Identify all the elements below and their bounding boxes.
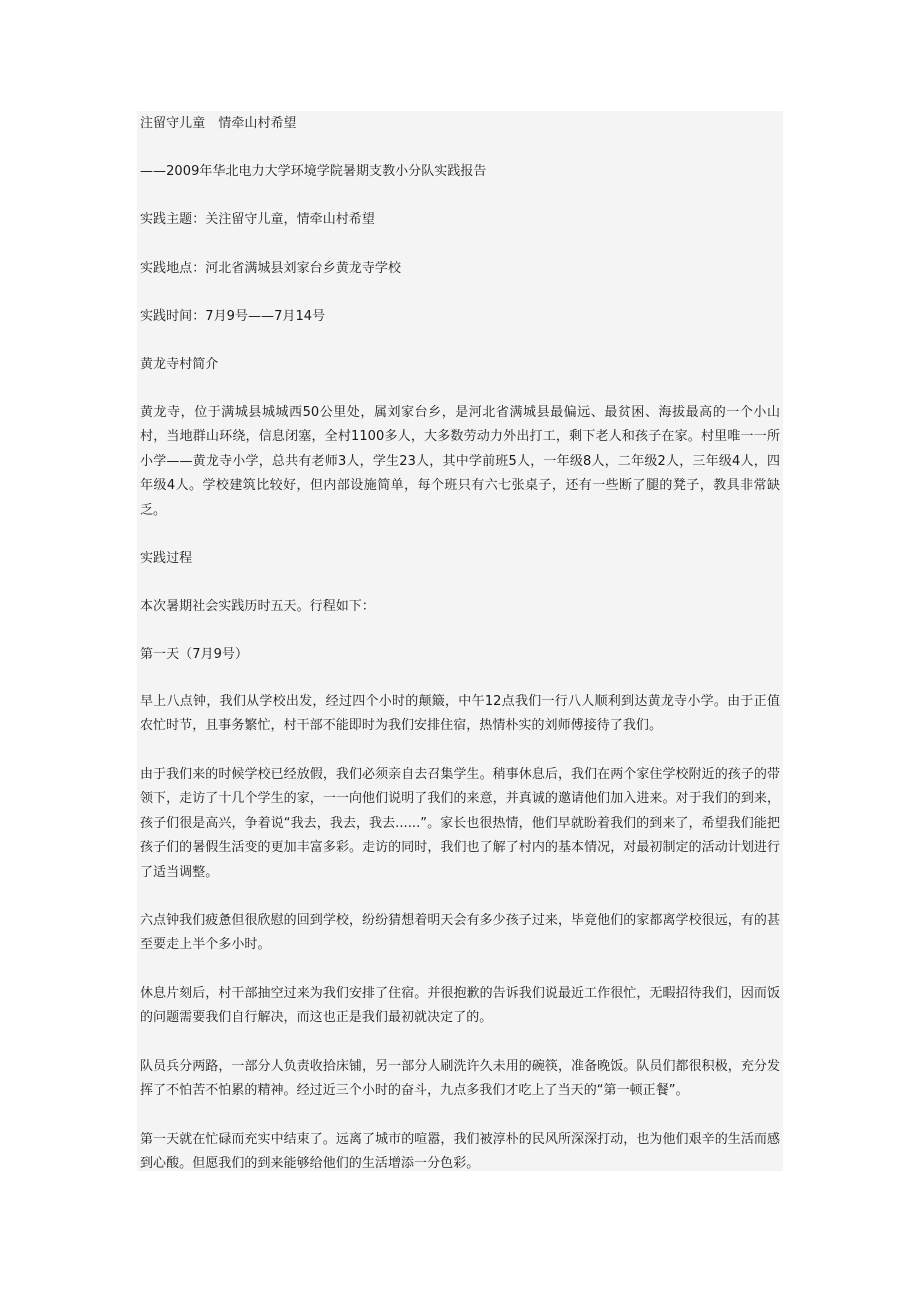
document-subtitle: ——2009年华北电力大学环境学院暑期支教小分队实践报告 bbox=[140, 164, 487, 179]
section-heading-day-one: 第一天（7月9号） bbox=[140, 647, 248, 662]
paragraph-day-one-summary: 第一天就在忙碌而充实中结束了。远离了城市的喧嚣，我们被淳朴的民风所深深打动，也为他们艰辛的生活而感到心酸。但愿我们的到来能够给他们的生活增添一分色彩。 bbox=[140, 1132, 780, 1172]
practice-location: 实践地点：河北省满城县刘家台乡黄龙寺学校 bbox=[140, 261, 402, 276]
practice-time: 实践时间：7月9号——7月14号 bbox=[140, 309, 326, 324]
section-heading-practice-process: 实践过程 bbox=[140, 551, 193, 566]
practice-theme: 实践主题：关注留守儿童，情牵山村希望 bbox=[140, 212, 375, 227]
paragraph-itinerary-intro: 本次暑期社会实践历时五天。行程如下： bbox=[140, 599, 375, 614]
paragraph-day-one-lodging: 休息片刻后，村干部抽空过来为我们安排了住宿。并很抱歉的告诉我们说最近工作很忙，无暇招待我们，因而饭的问题需要我们自行解决，而这也正是我们最初就决定了的。 bbox=[140, 986, 780, 1026]
paragraph-day-one-dinner: 队员兵分两路，一部分人负责收拾床铺，另一部分人刷洗许久未用的碗筷，准备晚饭。队员们都很积极，充分发挥了不怕苦不怕累的精神。经过近三个小时的奋斗，九点多我们才吃上了当天的“第一顿正餐”。 bbox=[140, 1059, 780, 1099]
paragraph-day-one-morning: 早上八点钟，我们从学校出发，经过四个小时的颠簸，中午12点我们一行八人顺利到达黄龙寺小学。由于正值农忙时节，且事务繁忙，村干部不能即时为我们安排住宿，热情朴实的刘师傅接待了我们。 bbox=[140, 694, 780, 734]
section-heading-village-intro: 黄龙寺村简介 bbox=[140, 357, 219, 372]
paragraph-day-one-evening: 六点钟我们疲惫但很欣慰的回到学校，纷纷猜想着明天会有多少孩子过来，毕竟他们的家都离学校很远，有的甚至要走上半个多小时。 bbox=[140, 913, 780, 953]
document-title: 注留守儿童 情牵山村希望 bbox=[140, 116, 297, 131]
paragraph-village-intro: 黄龙寺，位于满城县城城西50公里处，属刘家台乡，是河北省满城县最偏远、最贫困、海拔最高的一个小山村，当地群山环绕，信息闭塞，全村1100多人，大多数劳动力外出打工，剩下老人和孩子在家。村里唯一一所小学——黄龙寺小学，总共有老师3人，学生23人，其中学前班5人，一年级8人，二年级2人，三年级4人，四年级4人。学校建筑比较好，但内部设施简单，每个班只有六七张桌子，还有一些断了腿的凳子，教具非常缺乏。 bbox=[140, 405, 780, 518]
paragraph-day-one-visits: 由于我们来的时候学校已经放假，我们必须亲自去召集学生。稍事休息后，我们在两个家住学校附近的孩子的带领下，走访了十几个学生的家，一一向他们说明了我们的来意，并真诚的邀请他们加入进来。对于我们的到来，孩子们很是高兴，争着说“我去，我去，我去......”。家长也很热情，他们早就盼着我们的到来了，希望我们能把孩子们的暑假生活变的更加丰富多彩。走访的同时，我们也了解了村内的基本情况，对最初制定的活动计划进行了适当调整。 bbox=[140, 767, 780, 880]
